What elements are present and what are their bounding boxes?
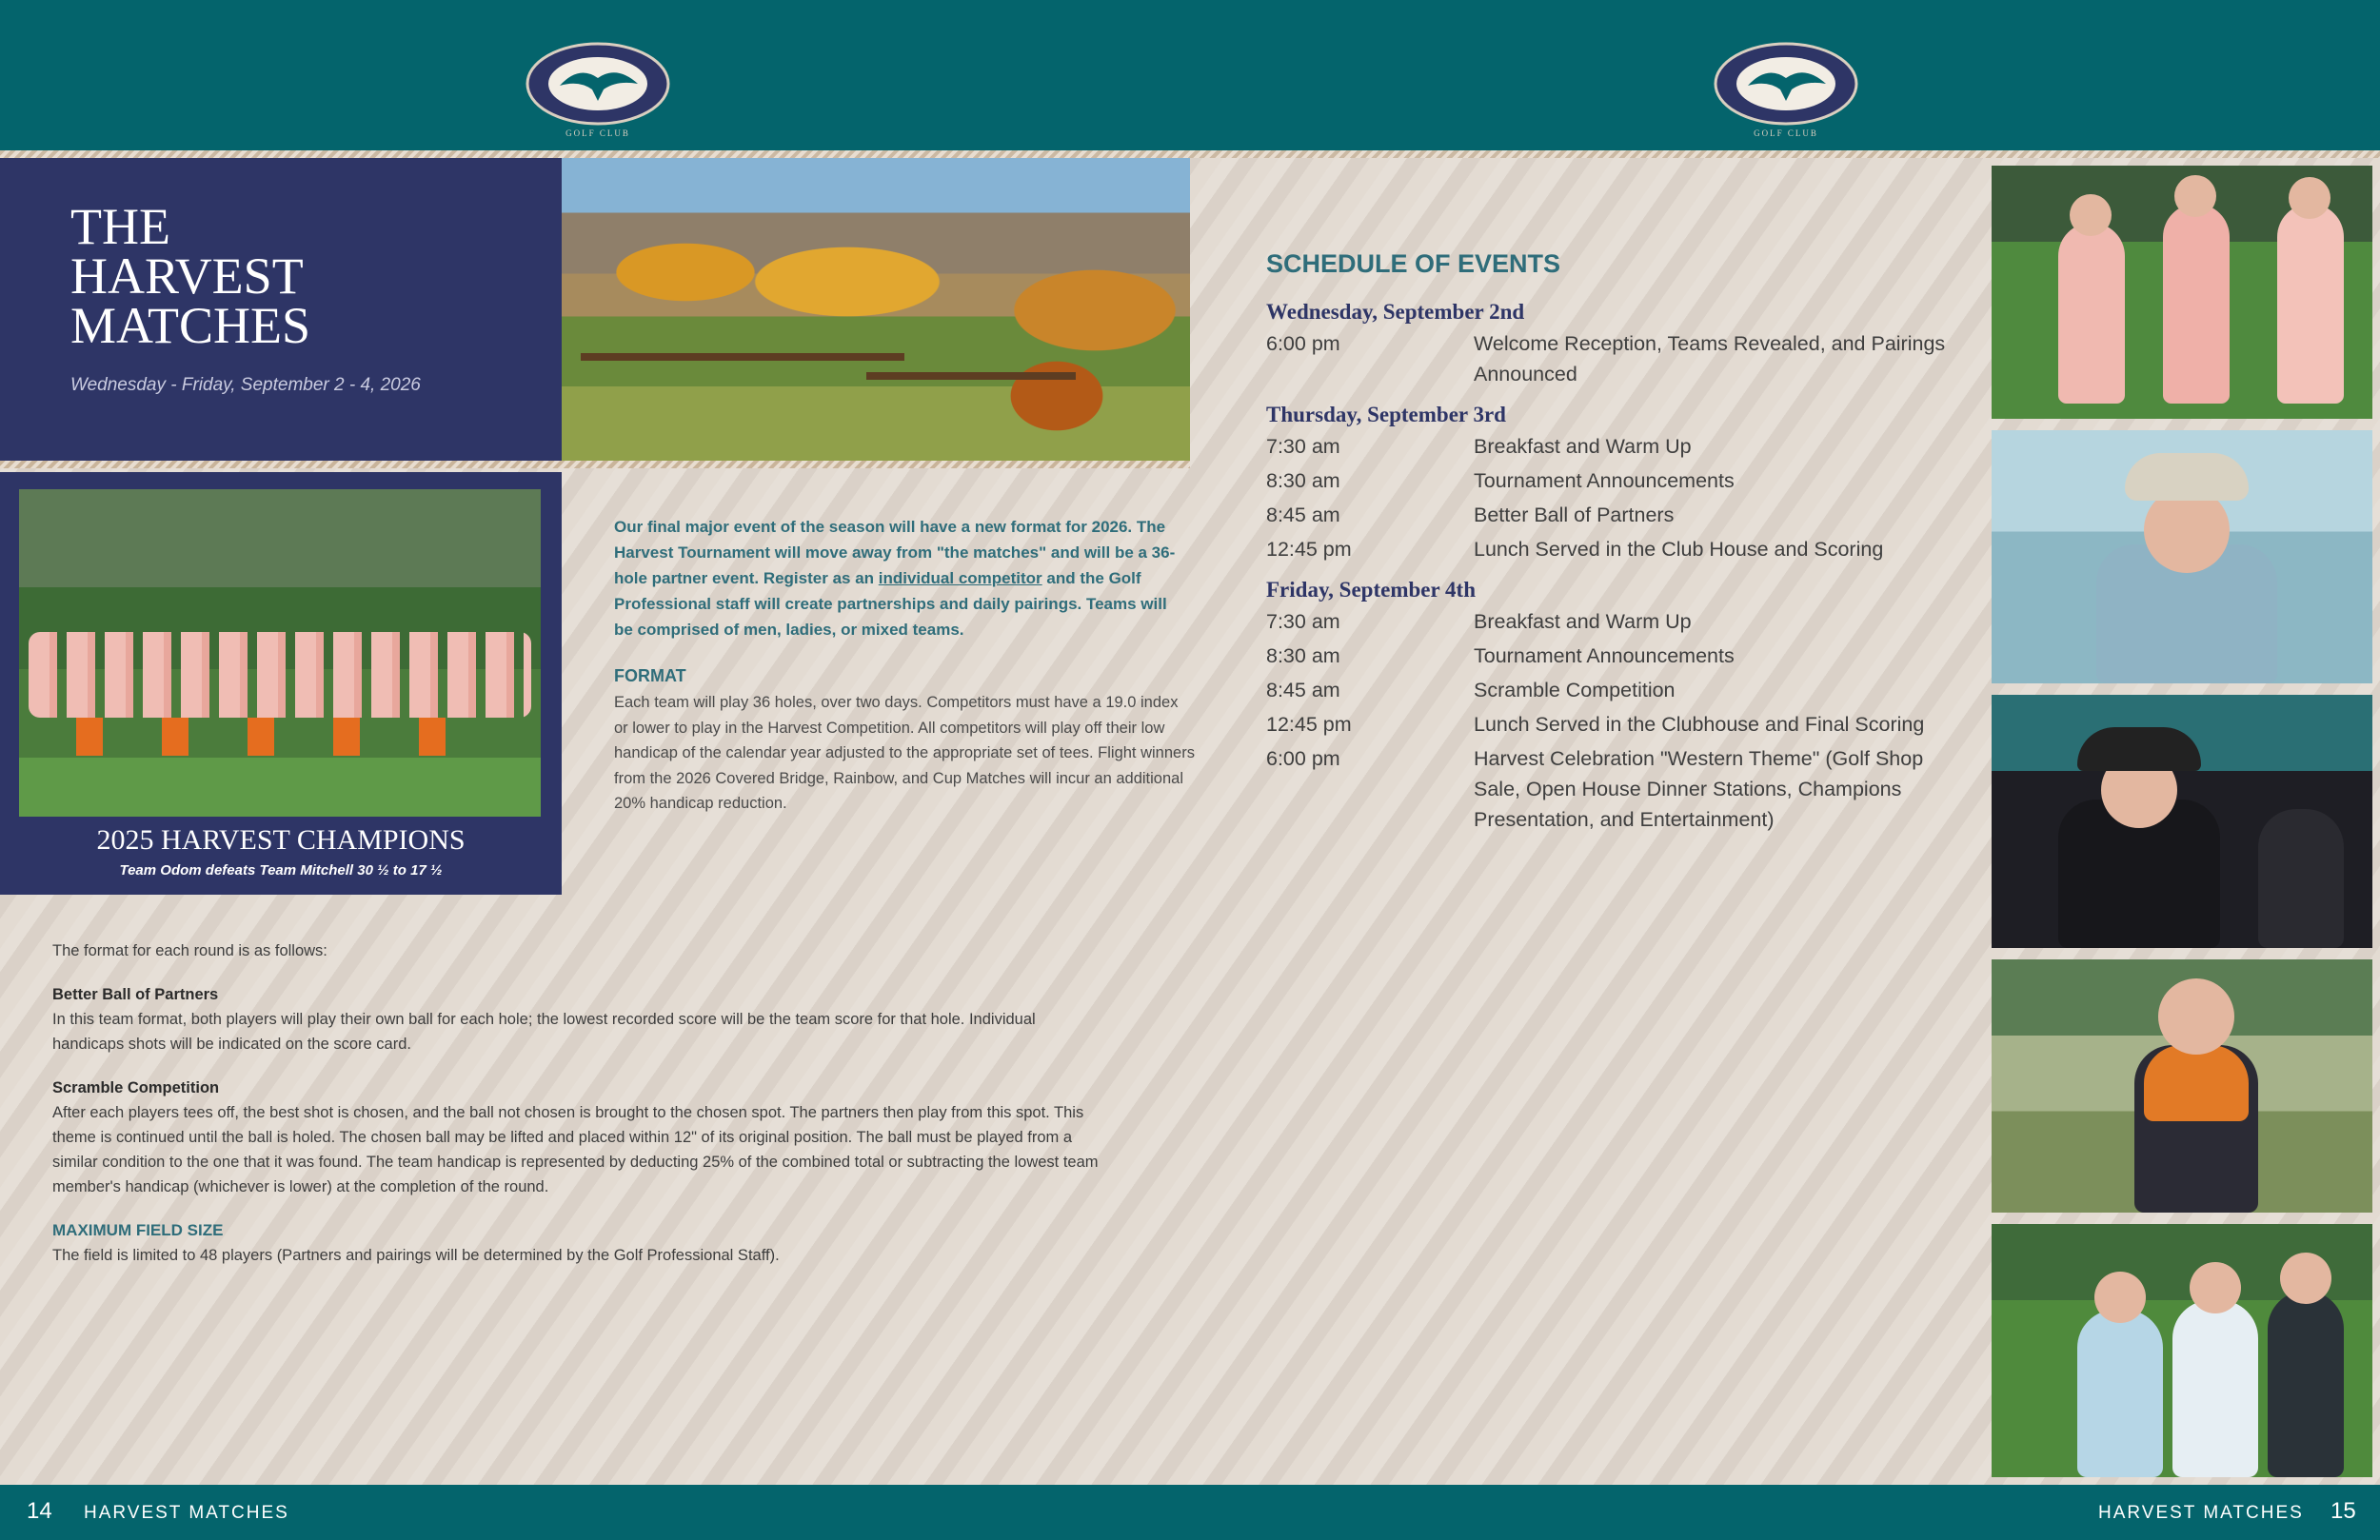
individual-competitor-link[interactable]: individual competitor bbox=[878, 569, 1042, 587]
schedule-row bbox=[1266, 500, 1952, 530]
event-time: 12:45 pm bbox=[1266, 538, 1352, 561]
event-name: Scramble Competition bbox=[1474, 679, 1676, 701]
title-panel bbox=[0, 158, 562, 463]
golfers-walking-photo bbox=[1992, 166, 2372, 419]
event-name: Welcome Reception, Teams Revealed, and Pairings Announced bbox=[1474, 332, 1946, 385]
footer-bar bbox=[0, 1485, 2380, 1540]
intro-paragraph bbox=[614, 514, 1190, 642]
format-body: Each team will play 36 holes, over two days. Competitors must have a 19.0 index or lower to play in the Harvest Competition. All competitors will play off their low handicap of the calendar year adjusted to the appropriate set of tees. Flight winners from the 2026 Covered Bridge, Rainbow, and Cup Matches will incur an additional 20% handicap reduction. bbox=[614, 694, 1195, 812]
round-format-section bbox=[52, 938, 1100, 1268]
section-label: HARVEST MATCHES bbox=[84, 1503, 289, 1523]
svg-text:GOLF CLUB: GOLF CLUB bbox=[565, 128, 630, 138]
schedule-day: Friday, September 4th bbox=[1266, 578, 1476, 602]
autumn-landscape-photo bbox=[562, 158, 1190, 463]
event-name: Lunch Served in the Clubhouse and Final Scoring bbox=[1474, 713, 1925, 736]
better-ball-heading: Better Ball of Partners bbox=[52, 986, 219, 1003]
schedule-row bbox=[1266, 465, 1952, 496]
event-time: 7:30 am bbox=[1266, 435, 1340, 458]
schedule-row bbox=[1266, 606, 1952, 637]
event-time: 6:00 pm bbox=[1266, 332, 1340, 355]
golfer-with-orange-sweater-photo bbox=[1992, 959, 2372, 1213]
team-photo bbox=[19, 489, 541, 817]
schedule-row bbox=[1266, 675, 1952, 705]
event-time: 6:00 pm bbox=[1266, 747, 1340, 770]
event-name: Breakfast and Warm Up bbox=[1474, 435, 1692, 458]
page-number: 14 bbox=[27, 1498, 52, 1524]
cowboy-hat-man-photo bbox=[1992, 430, 2372, 683]
max-field-heading: MAXIMUM FIELD SIZE bbox=[52, 1221, 224, 1239]
schedule-day: Wednesday, September 2nd bbox=[1266, 300, 1525, 324]
champions-subtitle: Team Odom defeats Team Mitchell 30 ½ to 17 ½ bbox=[119, 862, 443, 879]
group-celebrating-photo bbox=[1992, 1224, 2372, 1477]
fence bbox=[581, 353, 904, 361]
intro-text: and the Golf Professional staff will create partnerships and daily pairings. Teams will be comprised of men, ladies, or mixed teams. bbox=[614, 569, 1167, 639]
schedule-row bbox=[1266, 431, 1952, 462]
rope-divider bbox=[0, 461, 1190, 468]
schedule-row bbox=[1266, 743, 1952, 835]
schedule-row bbox=[1266, 328, 1952, 389]
event-time: 8:30 am bbox=[1266, 469, 1340, 492]
event-name: Better Ball of Partners bbox=[1474, 503, 1675, 526]
fence bbox=[866, 372, 1076, 380]
team-front-row bbox=[76, 718, 476, 756]
rounds-lead: The format for each round is as follows: bbox=[52, 942, 327, 959]
event-name: Lunch Served in the Club House and Scoring bbox=[1474, 538, 1884, 561]
schedule-row bbox=[1266, 709, 1952, 740]
eagle-springs-logo bbox=[1710, 38, 1862, 143]
header-bar bbox=[0, 0, 2380, 152]
better-ball-body: In this team format, both players will play their own ball for each hole; the lowest recorded score will be the team score for that hole. Individual handicaps shots will be indicated on the score card. bbox=[52, 1011, 1036, 1053]
eagle-springs-logo bbox=[522, 38, 674, 143]
event-name: Tournament Announcements bbox=[1474, 644, 1735, 667]
event-name: Tournament Announcements bbox=[1474, 469, 1735, 492]
event-time: 8:30 am bbox=[1266, 644, 1340, 667]
event-name: Breakfast and Warm Up bbox=[1474, 610, 1692, 633]
champions-title: 2025 HARVEST CHAMPIONS bbox=[96, 824, 466, 856]
team-back-row bbox=[29, 632, 531, 718]
event-time: 7:30 am bbox=[1266, 610, 1340, 633]
event-dates: Wednesday - Friday, September 2 - 4, 2026 bbox=[70, 375, 421, 395]
page-title: THE HARVEST MATCHES bbox=[70, 198, 311, 354]
rope-divider bbox=[0, 150, 2380, 158]
event-time: 8:45 am bbox=[1266, 679, 1340, 701]
intro-text: Our final major event of the season will have a new format for 2026. The Harvest Tournament will move away from "the matches" and will be a 36-hole partner event. Register as an bbox=[614, 518, 1176, 587]
scramble-body: After each players tees off, the best shot is chosen, and the ball not chosen is brought to the chosen spot. The partners then play from this spot. This theme is continued until the ball is holed. The chosen ball may be lifted and placed within 12" of its original position. The ball must be played from a similar condition to the one that it was found. The team handicap is represented by deducting 25% of the combined total or subtracting the lowest team member's handicap (whichever is lower) at the completion of the round. bbox=[52, 1104, 1099, 1195]
section-label: HARVEST MATCHES bbox=[2098, 1503, 2304, 1523]
schedule-title: SCHEDULE OF EVENTS bbox=[1266, 249, 1561, 278]
event-name: Harvest Celebration "Western Theme" (Golf Shop Sale, Open House Dinner Stations, Champions Presentation, and Entertainment) bbox=[1474, 747, 1924, 831]
schedule-row bbox=[1266, 534, 1952, 564]
event-time: 12:45 pm bbox=[1266, 713, 1352, 736]
event-time: 8:45 am bbox=[1266, 503, 1340, 526]
schedule-row bbox=[1266, 641, 1952, 671]
speaker-with-microphone-photo bbox=[1992, 695, 2372, 948]
format-heading: FORMAT bbox=[614, 666, 686, 685]
schedule-day: Thursday, September 3rd bbox=[1266, 403, 1506, 426]
schedule-of-events bbox=[1266, 249, 1952, 839]
page-number: 15 bbox=[2330, 1498, 2356, 1524]
svg-text:GOLF CLUB: GOLF CLUB bbox=[1754, 128, 1818, 138]
scramble-heading: Scramble Competition bbox=[52, 1079, 220, 1096]
max-field-body: The field is limited to 48 players (Partners and pairings will be determined by the Golf Professional Staff). bbox=[52, 1247, 780, 1264]
